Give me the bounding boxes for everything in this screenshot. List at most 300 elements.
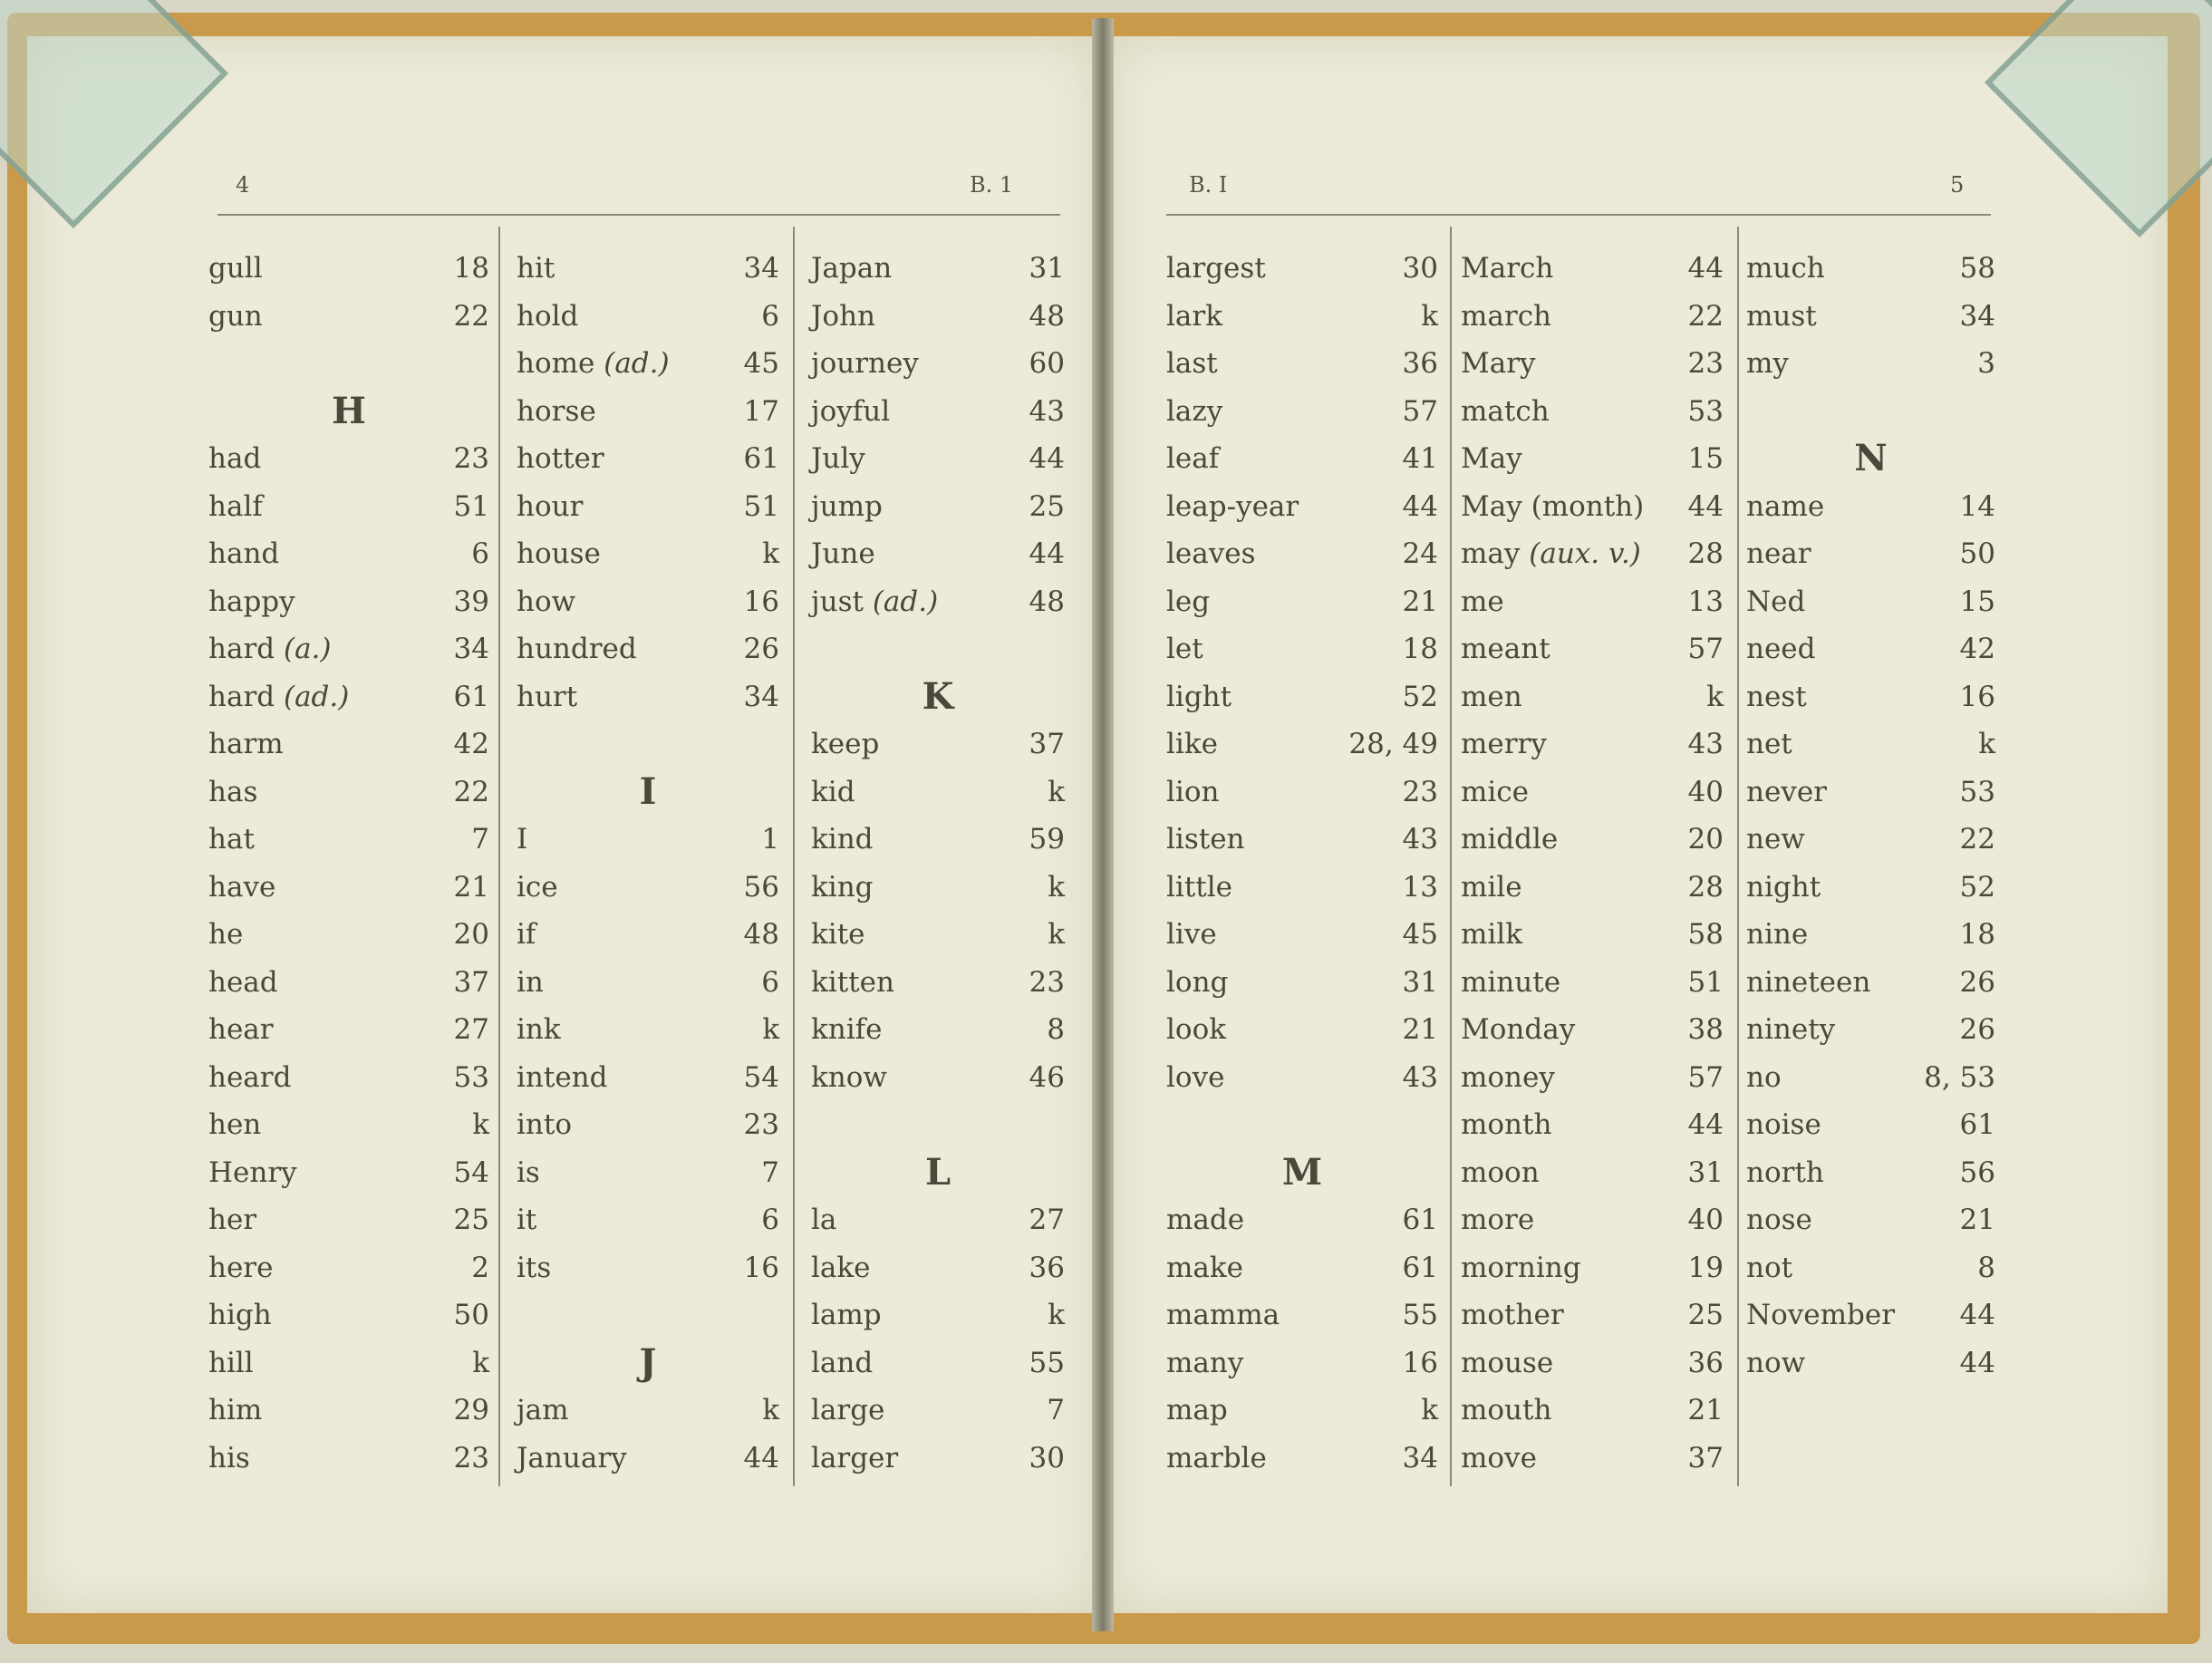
section-letter: N <box>1854 437 1888 479</box>
entry-page-ref: 44 <box>743 1441 779 1474</box>
entry-word-text: lion <box>1166 775 1220 808</box>
entry-word <box>1166 1387 1228 1434</box>
entry-word <box>811 816 874 863</box>
entry-word <box>1461 625 1550 672</box>
entry-word-text: hen <box>208 1108 262 1141</box>
entry-word <box>811 769 855 816</box>
entry-page-ref: k <box>472 1346 489 1379</box>
entry-word <box>1166 625 1203 672</box>
entry-word <box>1746 769 1827 816</box>
entry-word <box>1461 816 1558 863</box>
index-entry <box>1461 530 1724 577</box>
index-entry <box>208 1387 489 1434</box>
index-entry <box>517 1101 779 1148</box>
entry-word-text: la <box>811 1204 837 1236</box>
entry-page-ref: 41 <box>1402 442 1438 475</box>
index-entry <box>517 340 779 387</box>
entry-word <box>1746 1339 1805 1387</box>
entry-page-ref: 18 <box>453 252 489 285</box>
index-entry <box>1461 769 1724 816</box>
entry-word-abbrev: (a.) <box>283 633 332 665</box>
index-entry <box>208 578 489 625</box>
index-entry <box>1746 340 1995 387</box>
entry-page-ref: 38 <box>1687 1013 1724 1046</box>
entry-page-ref: 45 <box>743 347 779 380</box>
index-entry <box>811 435 1065 482</box>
index-entry <box>208 435 489 482</box>
entry-page-ref: 13 <box>1402 870 1438 904</box>
index-entry <box>811 1054 1065 1101</box>
entry-word <box>1166 1339 1243 1387</box>
entry-page-ref: 18 <box>1959 918 1995 951</box>
entry-page-ref: 44 <box>1402 489 1438 523</box>
entry-word-text: home <box>517 347 595 380</box>
entry-word-text: June <box>811 537 875 570</box>
index-entry <box>1166 1196 1438 1243</box>
index-entry <box>811 959 1065 1006</box>
entry-page-ref: 28, 49 <box>1348 728 1438 760</box>
entry-word-text: mouse <box>1461 1346 1554 1379</box>
entry-word <box>517 483 583 530</box>
entry-page-ref: 13 <box>1687 585 1724 618</box>
entry-word-text: merry <box>1461 728 1547 760</box>
entry-word <box>1461 1196 1534 1243</box>
entry-word-text: listen <box>1166 823 1245 856</box>
entry-word <box>1166 1054 1224 1101</box>
index-entry <box>1166 1435 1438 1482</box>
entry-page-ref: k <box>762 1394 779 1426</box>
entry-word-text: leg <box>1166 585 1211 618</box>
index-entry <box>208 483 489 530</box>
entry-word <box>1166 1006 1226 1053</box>
entry-word-text: horse <box>517 394 596 428</box>
entry-page-ref: 44 <box>1029 442 1065 475</box>
entry-word <box>811 578 938 625</box>
entry-word <box>1746 293 1817 340</box>
index-entry <box>1746 578 1995 625</box>
section-letter: I <box>639 769 657 813</box>
entry-word-text: look <box>1166 1013 1227 1046</box>
index-entry <box>1166 1387 1438 1434</box>
entry-word-text: may <box>1461 537 1521 570</box>
entry-page-ref: k <box>1421 299 1438 333</box>
entry-word-text: nest <box>1746 680 1807 713</box>
entry-word <box>811 245 892 292</box>
entry-page-ref: 37 <box>453 965 489 999</box>
entry-word <box>1461 388 1550 435</box>
entry-page-ref: 42 <box>1959 633 1995 665</box>
entry-page-ref: k <box>1421 1394 1438 1426</box>
entry-page-ref: 61 <box>743 442 779 475</box>
entry-word-text: kitten <box>811 965 894 999</box>
entry-word-text: have <box>208 870 276 904</box>
entry-word-text: hold <box>517 299 579 333</box>
entry-word <box>1746 959 1870 1006</box>
entry-word-text: now <box>1746 1346 1806 1379</box>
index-entry <box>208 673 489 720</box>
index-entry <box>517 959 779 1006</box>
entry-word-text: journey <box>811 347 919 380</box>
entry-word <box>517 673 577 720</box>
index-entry <box>517 578 779 625</box>
entry-word <box>1461 911 1522 958</box>
index-entry <box>1746 864 1995 911</box>
entry-page-ref: 48 <box>1029 585 1065 618</box>
index-entry <box>208 1006 489 1053</box>
entry-word <box>1166 864 1232 911</box>
index-entry <box>1461 435 1724 482</box>
entry-word <box>517 245 555 292</box>
index-entry <box>517 293 779 340</box>
entry-word <box>1166 483 1299 530</box>
index-entry <box>1166 340 1438 387</box>
entry-word-text: head <box>208 965 278 999</box>
entry-word <box>208 1196 256 1243</box>
entry-word-text: hard <box>208 633 275 665</box>
entry-page-ref: 8, 53 <box>1924 1060 1995 1094</box>
entry-page-ref: 50 <box>1959 537 1995 570</box>
entry-word-abbrev: (ad.) <box>872 585 939 618</box>
index-entry <box>208 1149 489 1196</box>
index-entry <box>208 1101 489 1148</box>
entry-page-ref: 16 <box>743 1251 779 1284</box>
entry-word-text: north <box>1746 1155 1824 1189</box>
entry-word-text: make <box>1166 1251 1244 1284</box>
entry-word-text: light <box>1166 680 1232 713</box>
entry-word <box>811 1387 884 1434</box>
index-entry <box>1166 245 1438 292</box>
entry-page-ref: 43 <box>1402 823 1438 856</box>
entry-word <box>811 911 865 958</box>
entry-page-ref: 23 <box>1029 965 1065 999</box>
entry-page-ref: 23 <box>1402 775 1438 808</box>
index-entry <box>517 1387 779 1434</box>
entry-word-text: had <box>208 442 262 475</box>
entry-word <box>208 769 257 816</box>
entry-page-ref: 52 <box>1402 680 1438 713</box>
entry-word-text: little <box>1166 870 1233 904</box>
entry-word <box>208 483 263 530</box>
index-entry <box>208 816 489 863</box>
entry-page-ref: 53 <box>1687 394 1724 428</box>
entry-word <box>208 578 295 625</box>
entry-word-text: kind <box>811 823 874 856</box>
entry-page-ref: 28 <box>1687 537 1724 570</box>
index-entry <box>1166 293 1438 340</box>
index-entry <box>208 769 489 816</box>
entry-page-ref: 53 <box>1959 775 1995 808</box>
entry-word <box>1461 1244 1581 1291</box>
entry-word <box>208 1054 291 1101</box>
entry-word <box>1746 1291 1895 1339</box>
index-entry <box>208 720 489 768</box>
entry-word <box>1166 959 1228 1006</box>
entry-word <box>517 1196 536 1243</box>
index-entry <box>517 911 779 958</box>
entry-word <box>1461 245 1553 292</box>
entry-page-ref: 14 <box>1959 489 1995 523</box>
index-entry <box>1166 388 1438 435</box>
entry-word-text: just <box>811 585 864 618</box>
entry-word <box>1461 1435 1537 1482</box>
entry-page-ref: 43 <box>1402 1060 1438 1094</box>
index-entry <box>811 245 1065 292</box>
entry-word-text: hard <box>208 680 275 713</box>
entry-word-text: king <box>811 870 874 904</box>
entry-word <box>811 293 875 340</box>
index-entry <box>1461 1149 1724 1196</box>
entry-word <box>811 483 883 530</box>
index-entry <box>1166 1006 1438 1053</box>
index-entry <box>1746 245 1995 292</box>
entry-word <box>208 1244 273 1291</box>
index-entry <box>517 673 779 720</box>
index-entry <box>208 1339 489 1387</box>
entry-word <box>1166 1291 1280 1339</box>
entry-word <box>208 1149 297 1196</box>
index-entry <box>208 864 489 911</box>
entry-word <box>1746 625 1816 672</box>
entry-word-text: much <box>1746 252 1825 285</box>
entry-page-ref: 54 <box>743 1060 779 1094</box>
section-letter: H <box>332 389 366 432</box>
entry-word-text: I <box>517 823 528 856</box>
entry-page-ref: 34 <box>743 252 779 285</box>
index-entry <box>517 530 779 577</box>
entry-word-text: ink <box>517 1013 561 1046</box>
entry-word-text: men <box>1461 680 1522 713</box>
entry-word-text: me <box>1461 585 1504 618</box>
entry-page-ref: 27 <box>453 1013 489 1046</box>
index-entry <box>1166 1244 1438 1291</box>
index-entry <box>811 1006 1065 1053</box>
entry-word <box>1166 816 1245 863</box>
index-entry <box>1166 816 1438 863</box>
entry-word <box>1166 1244 1243 1291</box>
entry-word-abbrev: (ad.) <box>604 347 670 380</box>
entry-word-text: middle <box>1461 823 1559 856</box>
entry-word <box>811 1006 882 1053</box>
entry-word <box>1166 720 1218 768</box>
entry-word <box>517 1006 561 1053</box>
entry-word-text: nose <box>1746 1204 1812 1236</box>
entry-word <box>1461 959 1560 1006</box>
entry-word-text: hit <box>517 252 555 285</box>
entry-word-text: hotter <box>517 442 604 475</box>
entry-page-ref: 26 <box>1959 1013 1995 1046</box>
entry-word <box>811 435 865 482</box>
index-entry <box>1746 1291 1995 1339</box>
entry-word-text: larger <box>811 1441 899 1474</box>
entry-page-ref: 7 <box>1047 1394 1065 1426</box>
entry-word <box>1461 1387 1551 1434</box>
index-entry <box>1166 483 1438 530</box>
entry-word-text: high <box>208 1299 272 1331</box>
entry-word-text: nineteen <box>1746 965 1871 999</box>
entry-page-ref: 15 <box>1959 585 1995 618</box>
entry-page-ref: 51 <box>1687 965 1724 999</box>
entry-word-text: hour <box>517 489 584 523</box>
entry-page-ref: 1 <box>761 823 779 856</box>
index-entry <box>517 245 779 292</box>
entry-word-text: money <box>1461 1060 1555 1094</box>
index-entry <box>1461 1387 1724 1434</box>
entry-word-text: hundred <box>517 633 637 665</box>
entry-word <box>517 911 536 958</box>
section-letter: M <box>1281 1150 1323 1194</box>
entry-word-text: many <box>1166 1346 1244 1379</box>
index-entry <box>517 1006 779 1053</box>
entry-word <box>1461 1149 1540 1196</box>
index-entry <box>811 1387 1065 1434</box>
entry-word <box>208 1101 261 1148</box>
entry-word <box>1461 1339 1553 1387</box>
entry-word <box>517 1387 569 1434</box>
entry-page-ref: 34 <box>453 633 489 665</box>
index-entry <box>811 578 1065 625</box>
entry-word <box>1461 293 1551 340</box>
entry-word <box>1461 673 1522 720</box>
index-entry <box>208 530 489 577</box>
entry-word-text: net <box>1746 728 1792 760</box>
index-entry <box>1461 578 1724 625</box>
index-entry <box>208 1435 489 1482</box>
entry-word-text: leaf <box>1166 442 1220 475</box>
right-page <box>1107 36 2168 1613</box>
entry-page-ref: 26 <box>1959 965 1995 999</box>
entry-word <box>517 625 637 672</box>
entry-page-ref: 18 <box>1402 633 1438 665</box>
entry-word-text: let <box>1166 633 1203 665</box>
index-entry <box>1746 673 1995 720</box>
entry-word <box>1166 769 1219 816</box>
index-entry <box>1166 1339 1438 1387</box>
entry-word <box>1461 483 1644 530</box>
entry-word-text: gun <box>208 299 263 333</box>
entry-word-text: in <box>517 965 544 999</box>
index-entry <box>517 388 779 435</box>
section-letter: L <box>924 1150 951 1194</box>
entry-word <box>1746 1101 1821 1148</box>
entry-page-ref: 37 <box>1687 1441 1724 1474</box>
entry-page-ref: 48 <box>743 918 779 951</box>
entry-word-text: minute <box>1461 965 1561 999</box>
entry-word-text: ice <box>517 870 558 904</box>
entry-word-text: March <box>1461 252 1554 285</box>
index-entry <box>1461 1006 1724 1053</box>
entry-word <box>208 816 255 863</box>
entry-word <box>1746 530 1811 577</box>
entry-word-text: here <box>208 1251 274 1284</box>
entry-word <box>811 1244 871 1291</box>
entry-page-ref: 57 <box>1687 1060 1724 1094</box>
entry-word-text: half <box>208 489 263 523</box>
running-header: B. I <box>1189 172 1228 198</box>
entry-word <box>811 1196 836 1243</box>
entry-word-text: hand <box>208 537 280 570</box>
index-entry <box>1166 1291 1438 1339</box>
page-number: 4 <box>236 172 250 198</box>
entry-page-ref: 25 <box>453 1204 489 1236</box>
index-entry <box>517 625 779 672</box>
entry-page-ref: 44 <box>1959 1299 1995 1331</box>
entry-page-ref: k <box>762 537 779 570</box>
index-entry <box>208 959 489 1006</box>
entry-word <box>811 340 919 387</box>
entry-word <box>1746 864 1821 911</box>
entry-word-abbrev: (aux. v.) <box>1529 537 1641 570</box>
entry-page-ref: 36 <box>1687 1346 1724 1379</box>
entry-word <box>811 720 879 768</box>
entry-page-ref: 43 <box>1029 394 1065 428</box>
entry-word <box>517 435 604 482</box>
index-entry <box>1166 911 1438 958</box>
index-entry <box>811 769 1065 816</box>
entry-page-ref: 39 <box>453 585 489 618</box>
index-entry <box>1461 1196 1724 1243</box>
entry-page-ref: 21 <box>453 870 489 904</box>
entry-page-ref: 25 <box>1029 489 1065 523</box>
entry-word-text: my <box>1746 347 1789 380</box>
index-entry <box>1746 1244 1995 1291</box>
index-entry <box>1746 293 1995 340</box>
index-entry <box>517 1244 779 1291</box>
entry-word-text: has <box>208 775 258 808</box>
index-entry <box>517 483 779 530</box>
entry-word <box>208 530 279 577</box>
entry-page-ref: 34 <box>1402 1441 1438 1474</box>
page-number: 5 <box>1950 172 1965 198</box>
entry-word-text: name <box>1746 489 1825 523</box>
entry-word-text: largest <box>1166 252 1266 285</box>
entry-word <box>208 673 349 720</box>
index-entry <box>1461 673 1724 720</box>
entry-page-ref: 37 <box>1029 728 1065 760</box>
index-entry <box>208 1244 489 1291</box>
index-entry <box>811 1435 1065 1482</box>
entry-word-text: long <box>1166 965 1229 999</box>
entry-word-text: him <box>208 1394 263 1426</box>
entry-page-ref: 28 <box>1687 870 1724 904</box>
entry-page-ref: 22 <box>1959 823 1995 856</box>
entry-word <box>1166 1435 1267 1482</box>
entry-word <box>517 1149 540 1196</box>
entry-word-text: its <box>517 1251 552 1284</box>
entry-word <box>517 530 601 577</box>
entry-page-ref: 25 <box>1687 1299 1724 1331</box>
entry-word-text: kite <box>811 918 865 951</box>
entry-word <box>1166 578 1210 625</box>
entry-word-text: mother <box>1461 1299 1564 1331</box>
entry-page-ref: 59 <box>1029 823 1065 856</box>
entry-word <box>208 911 243 958</box>
entry-word <box>1166 245 1266 292</box>
entry-word-text: moon <box>1461 1155 1540 1189</box>
entry-page-ref: 50 <box>453 1299 489 1331</box>
entry-page-ref: 55 <box>1029 1346 1065 1379</box>
entry-page-ref: 34 <box>1959 299 1995 333</box>
entry-word <box>811 864 874 911</box>
entry-word <box>1746 673 1807 720</box>
index-entry <box>1461 625 1724 672</box>
entry-word <box>208 245 263 292</box>
entry-word-text: leaves <box>1166 537 1256 570</box>
entry-page-ref: 61 <box>453 680 489 713</box>
entry-word <box>1461 1101 1551 1148</box>
header-rule <box>1166 214 1991 216</box>
entry-word <box>1166 388 1222 435</box>
entry-page-ref: 27 <box>1029 1204 1065 1236</box>
